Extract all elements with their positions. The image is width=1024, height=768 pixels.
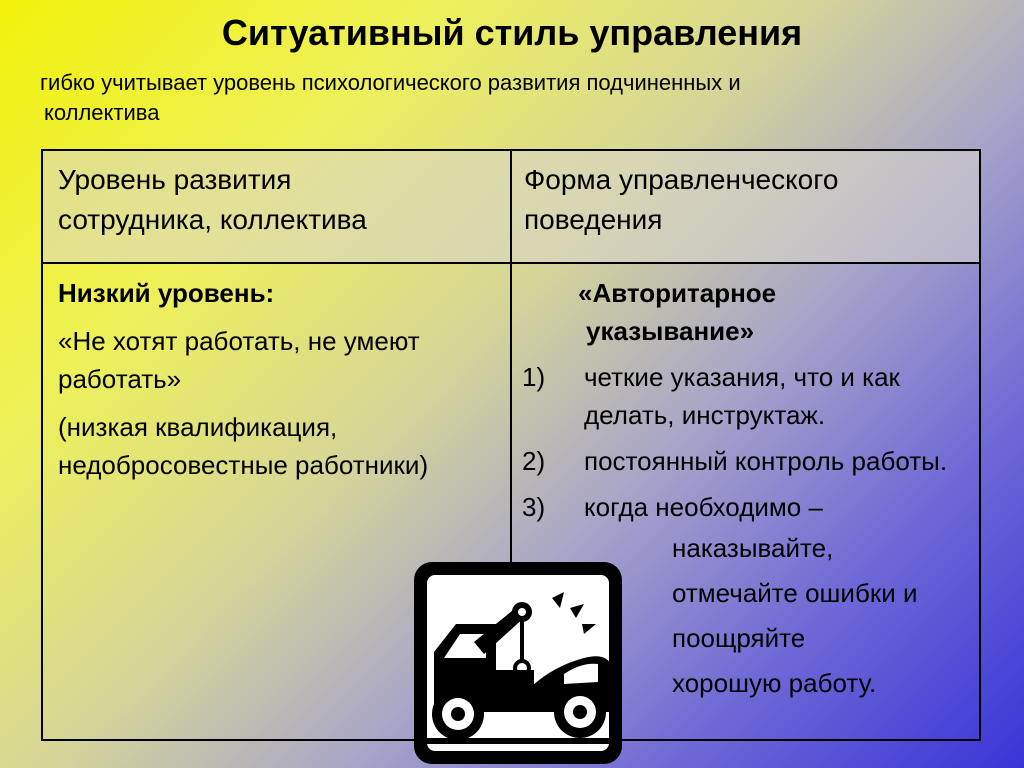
- list-item: [522, 488, 982, 526]
- sub-line: поощряйте: [672, 623, 806, 653]
- header-col-level: [58, 160, 503, 240]
- style-name: [522, 274, 982, 350]
- list-item-text: когда необходимо –: [584, 492, 823, 522]
- list-item-number: 1): [522, 362, 546, 392]
- list-item-number: 3): [522, 492, 546, 522]
- sub-line: наказывайте,: [672, 533, 834, 563]
- tow-truck-icon: [414, 562, 622, 764]
- style-name-line-2: указывание»: [586, 316, 755, 346]
- header-col-form-line-1: Форма управленческого: [524, 164, 839, 195]
- level-label: Низкий уровень:: [58, 278, 275, 308]
- list-item-text: постоянный контроль работы.: [584, 446, 948, 476]
- cell-level: [58, 274, 508, 494]
- list-item-number: 2): [522, 446, 546, 476]
- style-name-line-1: «Авторитарное: [578, 278, 777, 308]
- header-col-form: [524, 160, 974, 240]
- sub-line: хорошую работу.: [672, 668, 877, 698]
- list-item: [522, 442, 982, 480]
- list-item: [522, 358, 982, 434]
- slide-title: Ситуативный стиль управления: [221, 12, 803, 53]
- subtitle-line-1: гибко учитывает уровень психологического развития подчиненных и: [40, 70, 741, 95]
- subtitle-line-2: коллектива: [44, 100, 160, 125]
- header-col-level-line-1: Уровень развития: [58, 164, 292, 195]
- level-quote: «Не хотят работать, не умеют работать»: [58, 326, 420, 394]
- header-col-form-line-2: поведения: [524, 204, 663, 235]
- sub-line: отмечайте ошибки и: [672, 578, 918, 608]
- level-note: (низкая квалификация, недобросовестные работники): [58, 412, 429, 480]
- header-col-level-line-2: сотрудника, коллектива: [58, 204, 367, 235]
- list-item-text: четкие указания, что и как делать, инструктаж.: [584, 362, 900, 430]
